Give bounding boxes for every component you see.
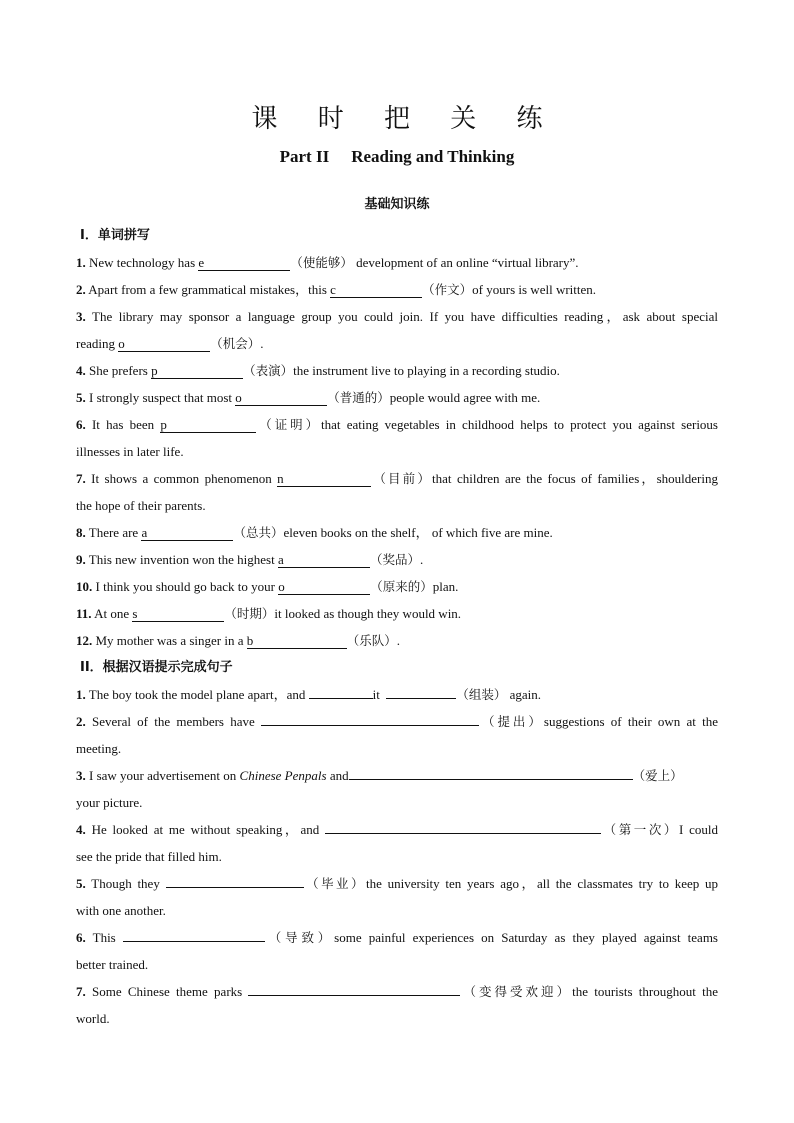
section-heading: I．单词拼写: [80, 228, 150, 243]
chinese-hint: （表演）: [243, 363, 294, 378]
question-number: 3.: [76, 309, 86, 324]
question-number: 9.: [76, 552, 86, 567]
answer-blank[interactable]: p: [160, 418, 256, 433]
question-continuation: better trained.: [76, 957, 149, 972]
question-text: the tourists throughout the: [572, 984, 718, 999]
answer-blank[interactable]: [166, 873, 304, 888]
question-item: [76, 870, 718, 897]
question-item: [76, 519, 718, 546]
chinese-hint: （导致）: [264, 930, 335, 945]
question-item: [76, 924, 718, 951]
chinese-hint: （变得受欢迎）: [460, 984, 573, 999]
answer-blank[interactable]: [261, 711, 479, 726]
question-text: reading: [76, 336, 119, 351]
question-text: suggestions of their own at the: [543, 714, 718, 729]
section-heading: II．根据汉语提示完成句子: [80, 660, 233, 675]
chinese-hint: （提出）: [479, 714, 544, 729]
answer-blank[interactable]: [123, 927, 265, 942]
question-text: I saw your advertisement on: [85, 768, 240, 783]
question-number: 4.: [76, 363, 86, 378]
answer-blank[interactable]: [248, 981, 460, 996]
question-item: [76, 303, 718, 330]
question-text: Apart from a few grammatical mistakes，this: [85, 282, 331, 297]
answer-blank[interactable]: o: [118, 337, 210, 352]
question-number: 6.: [76, 930, 86, 945]
chinese-hint: （时期）: [224, 606, 275, 621]
question-text: I strongly suspect that most: [85, 390, 236, 405]
question-number: 5.: [76, 390, 86, 405]
part-name: Reading and Thinking: [351, 147, 515, 166]
question-continuation: with one another.: [76, 903, 166, 918]
part-label: Part II: [279, 147, 330, 166]
question-number: 8.: [76, 525, 86, 540]
question-item: [76, 627, 718, 654]
question-number: 7.: [76, 984, 86, 999]
question-number: 2.: [76, 714, 86, 729]
chinese-hint: （普通的）: [327, 390, 390, 405]
answer-blank[interactable]: [349, 765, 633, 780]
question-item: [76, 384, 718, 411]
answer-blank[interactable]: [325, 819, 601, 834]
question-number: 3.: [76, 768, 86, 783]
question-text: Though they: [85, 876, 166, 891]
answer-blank[interactable]: s: [132, 607, 224, 622]
question-text: eleven books on the shelf， of which five are mine.: [283, 525, 553, 540]
answer-blank[interactable]: b: [247, 634, 347, 649]
question-continuation: meeting.: [76, 741, 122, 756]
part-title: [0, 147, 794, 167]
question-item: [76, 762, 718, 789]
question-text: it looked as though they would win.: [274, 606, 462, 621]
question-text: and: [326, 768, 349, 783]
question-text: it: [372, 687, 380, 702]
question-text: that eating vegetables in childhood helps to protect you against serious: [321, 417, 718, 432]
question-text: The boy took the model plane apart，and: [85, 687, 309, 702]
question-continuation: the hope of their parents.: [76, 498, 206, 513]
chinese-hint: （证明）: [256, 417, 322, 432]
question-text: There are: [85, 525, 142, 540]
question-text: He looked at me without speaking，and: [85, 822, 326, 837]
question-text: plan.: [432, 579, 459, 594]
chinese-hint: （毕业）: [303, 876, 367, 891]
question-continuation: your picture.: [76, 795, 143, 810]
answer-blank[interactable]: [386, 684, 456, 699]
question-text: the university ten years ago，all the classmates try to keep up: [366, 876, 718, 891]
question-continuation: see the pride that filled him.: [76, 849, 222, 864]
question-text: some painful experiences on Saturday as they played against teams: [334, 930, 718, 945]
answer-blank[interactable]: c: [330, 283, 422, 298]
question-text: development of an online “virtual library”.: [352, 255, 579, 270]
question-item: [76, 357, 718, 384]
question-number: 4.: [76, 822, 86, 837]
answer-blank[interactable]: [309, 684, 373, 699]
question-item: [76, 276, 718, 303]
question-continuation: world.: [76, 1011, 110, 1026]
chinese-hint: （目前）: [371, 471, 433, 486]
question-text: This: [85, 930, 123, 945]
question-item: [76, 465, 718, 492]
chinese-hint: （组装）: [456, 687, 507, 702]
question-continuation: [76, 330, 718, 357]
question-number: 11.: [76, 606, 92, 621]
question-item: [76, 573, 718, 600]
question-text: My mother was a singer in a: [92, 633, 247, 648]
question-text: She prefers: [85, 363, 152, 378]
section-subtitle: 基础知识练: [364, 197, 430, 212]
question-number: 6.: [76, 417, 86, 432]
answer-blank[interactable]: o: [235, 391, 327, 406]
exercise-content: [76, 222, 718, 1032]
question-text: .: [396, 633, 401, 648]
question-item: [76, 708, 718, 735]
question-text: .: [419, 552, 424, 567]
question-text: Some Chinese theme parks: [85, 984, 249, 999]
chinese-hint: （作文）: [422, 282, 473, 297]
question-continuation: illnesses in later life.: [76, 444, 184, 459]
chinese-hint: （爱上）: [632, 768, 683, 783]
question-item: [76, 600, 718, 627]
chinese-hint: （乐队）: [346, 633, 397, 648]
question-text: .: [260, 336, 264, 351]
question-number: 1.: [76, 255, 86, 270]
question-number: 10.: [76, 579, 93, 594]
question-text: The library may sponsor a language group you could join. If you have difficulties reading，ask about special: [85, 309, 718, 324]
answer-blank[interactable]: n: [277, 472, 371, 487]
question-item: [76, 546, 718, 573]
question-text: At one: [91, 606, 133, 621]
question-item: [76, 249, 718, 276]
answer-blank[interactable]: o: [278, 580, 370, 595]
question-text: I could: [678, 822, 718, 837]
chinese-hint: （使能够）: [290, 255, 353, 270]
answer-blank[interactable]: p: [151, 364, 243, 379]
question-number: 12.: [76, 633, 93, 648]
chinese-hint: （总共）: [233, 525, 284, 540]
question-text: again.: [509, 687, 542, 702]
question-text: It shows a common phenomenon: [85, 471, 278, 486]
page-title: 课 时 把 关 练: [251, 104, 559, 134]
question-text: This new invention won the highest: [85, 552, 278, 567]
answer-blank[interactable]: a: [278, 553, 370, 568]
question-text: New technology has: [85, 255, 199, 270]
question-text: people would agree with me.: [389, 390, 541, 405]
question-item: [76, 816, 718, 843]
question-text: Chinese Penpals: [239, 768, 327, 783]
chinese-hint: （第一次）: [601, 822, 679, 837]
question-text: the instrument live to playing in a recording studio.: [293, 363, 560, 378]
question-text: of yours is well written.: [472, 282, 597, 297]
question-item: [76, 978, 718, 1005]
question-number: 1.: [76, 687, 86, 702]
question-number: 2.: [76, 282, 86, 297]
chinese-hint: （机会）: [210, 336, 261, 351]
answer-blank[interactable]: a: [141, 526, 233, 541]
question-text: It has been: [85, 417, 161, 432]
question-text: I think you should go back to your: [92, 579, 279, 594]
answer-blank[interactable]: e: [198, 256, 290, 271]
question-text: Several of the members have: [85, 714, 261, 729]
question-text: that children are the focus of families，shouldering: [432, 471, 718, 486]
question-item: [76, 411, 718, 438]
question-number: 5.: [76, 876, 86, 891]
chinese-hint: （原来的）: [370, 579, 433, 594]
chinese-hint: （奖品）: [369, 552, 420, 567]
question-item: [76, 681, 718, 708]
question-number: 7.: [76, 471, 86, 486]
